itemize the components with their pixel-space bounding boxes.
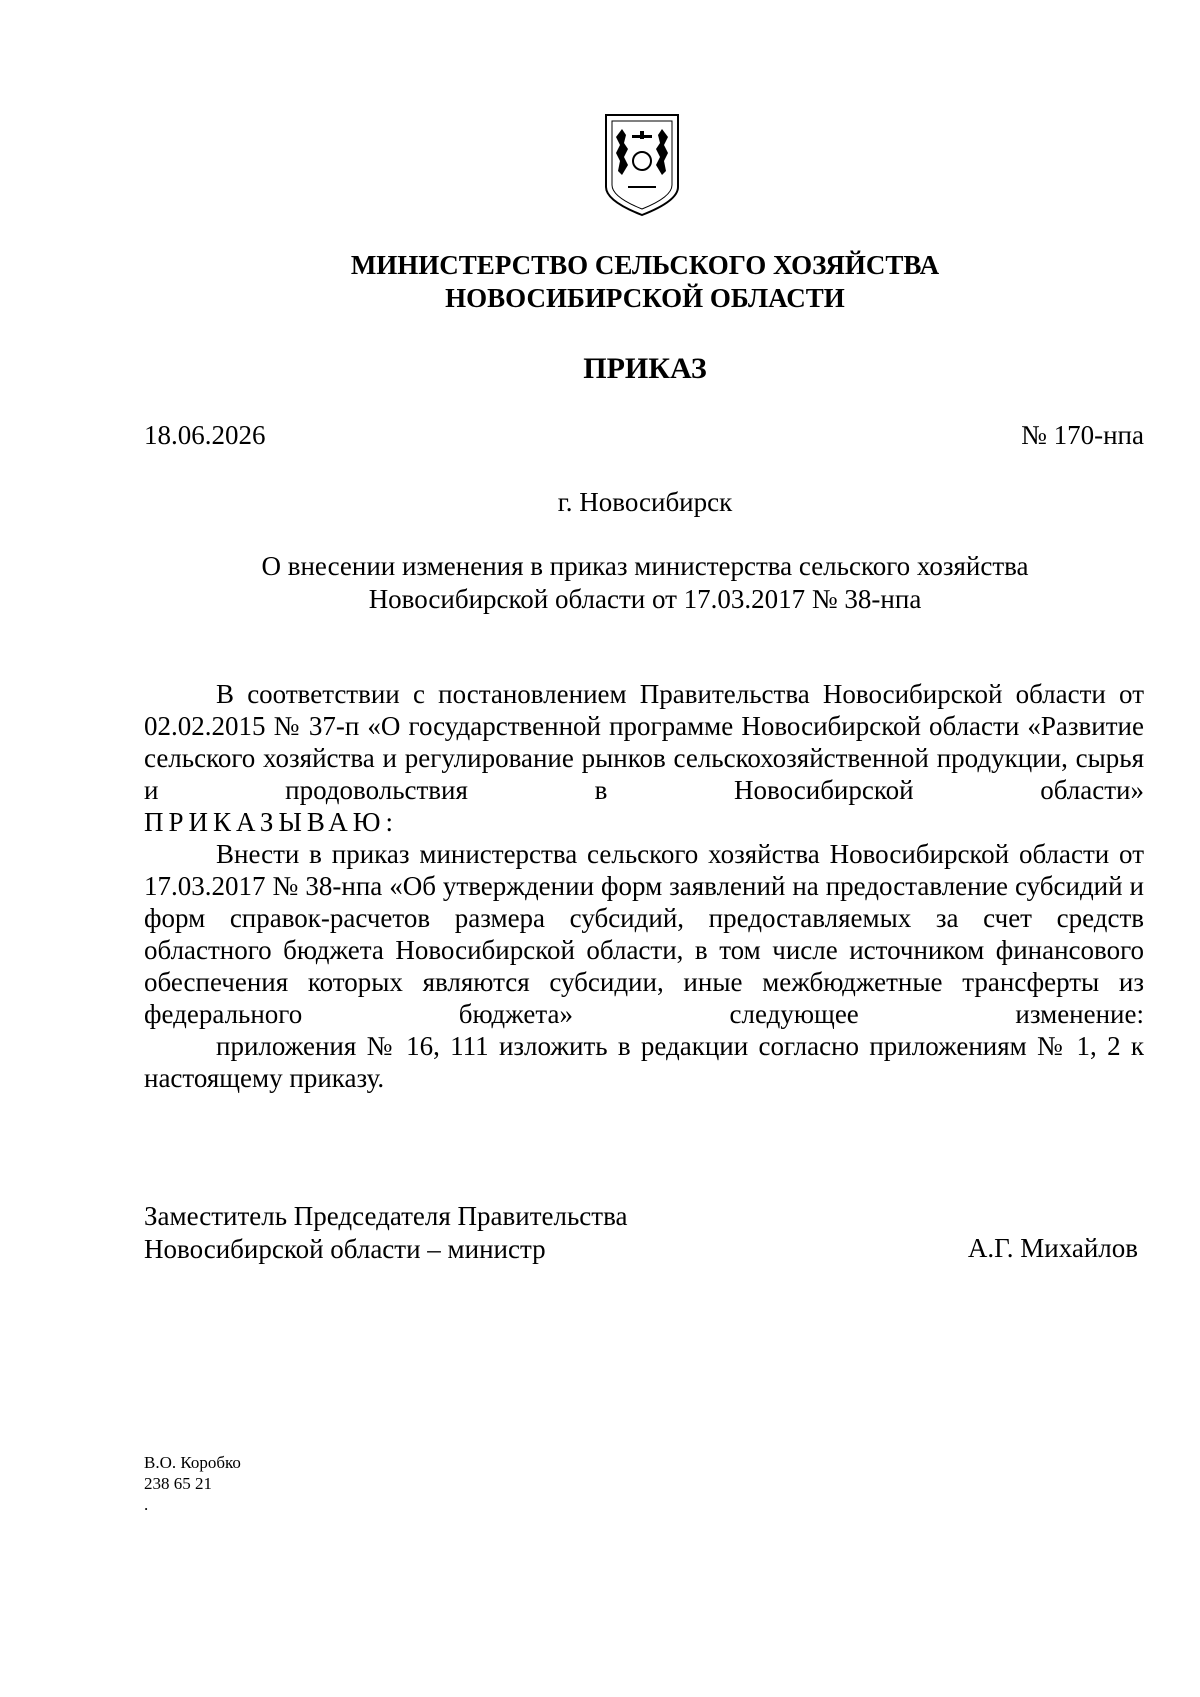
- subject-line1: О внесении изменения в приказ министерства сельского хозяйства: [261, 551, 1029, 581]
- order-word: ПРИКАЗЫВАЮ:: [144, 807, 398, 837]
- signer-position-line1: Заместитель Председателя Правительства: [144, 1201, 628, 1231]
- document-body: [144, 678, 1144, 1094]
- signer-position: [144, 1200, 627, 1266]
- document-subject: [0, 550, 1200, 616]
- org-name-line1: МИНИСТЕРСТВО СЕЛЬСКОГО ХОЗЯЙСТВА: [350, 250, 940, 280]
- preamble-paragraph: В соответствии с постановлением Правительства Новосибирской области от 02.02.2015 № 37-п «О государственной программе Новосибирской области «Развитие сельского хозяйства и регулирование рынков сельскохозяйственной продукции, сырья и продовольствия в Новосибирской области»: [144, 679, 1144, 805]
- document-date: 18.06.2026: [144, 420, 266, 450]
- body-paragraph-2: приложения № 16, 111 изложить в редакции согласно приложениям № 1, 2 к настоящему приказу.: [144, 1031, 1144, 1093]
- document-type: ПРИКАЗ: [583, 352, 707, 385]
- signer-name: А.Г. Михайлов: [967, 1233, 1138, 1263]
- document-city: г. Новосибирск: [557, 487, 733, 517]
- subject-line2: Новосибирской области от 17.03.2017 № 38-нпа: [368, 584, 922, 614]
- executor-mark: .: [144, 1495, 149, 1514]
- org-name-line2: НОВОСИБИРСКОЙ ОБЛАСТИ: [445, 283, 845, 313]
- document-number: № 170-нпа: [1021, 420, 1144, 450]
- executor-block: [144, 1452, 241, 1515]
- executor-phone: 238 65 21: [144, 1474, 212, 1493]
- executor-name: В.О. Коробко: [144, 1453, 241, 1472]
- body-paragraph-1: Внести в приказ министерства сельского хозяйства Новосибирской области от 17.03.2017 № 38-нпа «Об утверждении форм заявлений на предоставление субсидий и форм справок-расчетов размера субсидий, предоставляемых за счет средств областного бюджета Новосибирской области, в том числе источником финансового обеспечения которых являются субсидии, иные межбюджетные трансферты из федерального бюджета» следующее изменение:: [144, 839, 1144, 1029]
- coat-of-arms-icon: [598, 109, 686, 221]
- signer-position-line2: Новосибирской области – министр: [144, 1234, 546, 1264]
